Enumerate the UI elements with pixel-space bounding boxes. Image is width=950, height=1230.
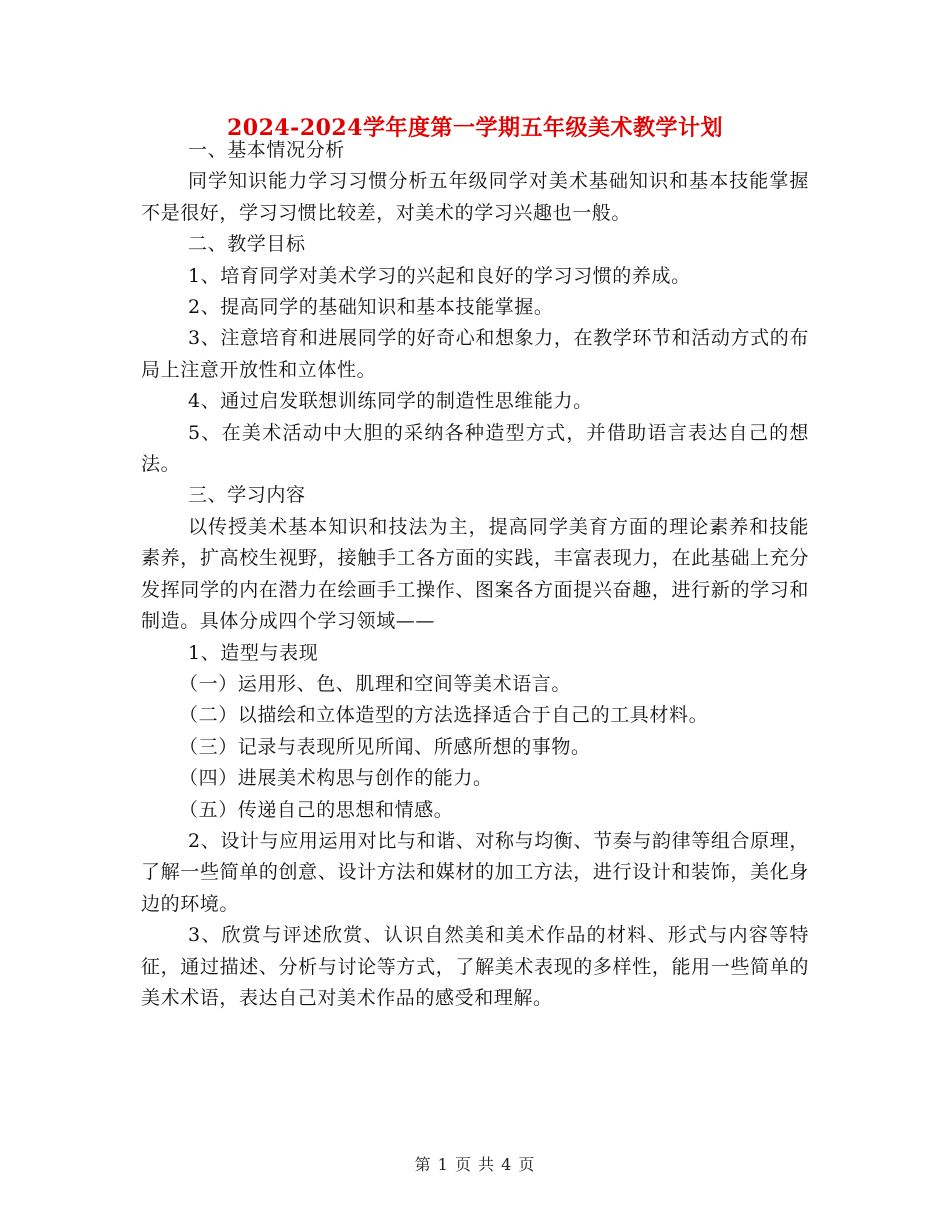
paragraph: 以传授美术基本知识和技法为主，提高同学美育方面的理论素养和技能素养，扩高校生视野，接触手工各方面的实践，丰富表现力，在此基础上充分发挥同学的内在潜力在绘画手工操作、图案各方面提兴奋趣，进行新的学习和制造。具体分成四个学习领域——: [141, 515, 809, 633]
sub-list-item: （三）记录与表现所见所闻、所感所想的事物。: [179, 735, 591, 758]
page-footer: 第 1 页 共 4 页: [414, 1155, 536, 1174]
list-item: 2、提高同学的基础知识和基本技能掌握。: [188, 296, 554, 319]
list-item: 3、欣赏与评述欣赏、认识自然美和美术作品的材料、形式与内容等特征，通过描述、分析与讨论等方式，了解美术表现的多样性，能用一些简单的美术术语，表达自己对美术作品的感受和理解。: [141, 924, 809, 1009]
section-heading-basic-situation: 一、基本情况分析: [188, 139, 345, 161]
paragraph: 同学知识能力学习习惯分析五年级同学对美术基础知识和基本技能掌握不是很好，学习习惯比较差，对美术的学习兴趣也一般。: [141, 170, 809, 224]
list-item: 2、设计与应用运用对比与和谐、对称与均衡、节奏与韵律等组合原理，了解一些简单的创意、设计方法和媒材的加工方法，进行设计和装饰，美化身边的环境。: [141, 829, 809, 915]
sub-list-item: （五）传递自己的思想和情感。: [179, 798, 454, 821]
document-title: 2024-2024学年度第一学期五年级美术教学计划: [226, 115, 724, 141]
section-heading-teaching-goals: 二、教学目标: [188, 233, 306, 256]
list-item: 1、造型与表现: [188, 641, 319, 664]
section-heading-learning-content: 三、学习内容: [188, 484, 306, 507]
sub-list-item: （四）进展美术构思与创作的能力。: [179, 767, 493, 790]
document-body: [141, 135, 809, 1014]
list-item: 3、注意培育和进展同学的好奇心和想象力，在教学环节和活动方式的布局上注意开放性和立体性。: [141, 327, 809, 381]
list-item: 4、通过启发联想训练同学的制造性思维能力。: [188, 390, 593, 413]
list-item: 5、在美术活动中大胆的采纳各种造型方式，并借助语言表达自己的想法。: [141, 421, 809, 476]
sub-list-item: （二）以描绘和立体造型的方法选择适合于自己的工具材料。: [179, 704, 709, 727]
sub-list-item: （一）运用形、色、肌理和空间等美术语言。: [179, 672, 572, 695]
list-item: 1、培育同学对美术学习的兴起和良好的学习习惯的养成。: [188, 264, 691, 287]
